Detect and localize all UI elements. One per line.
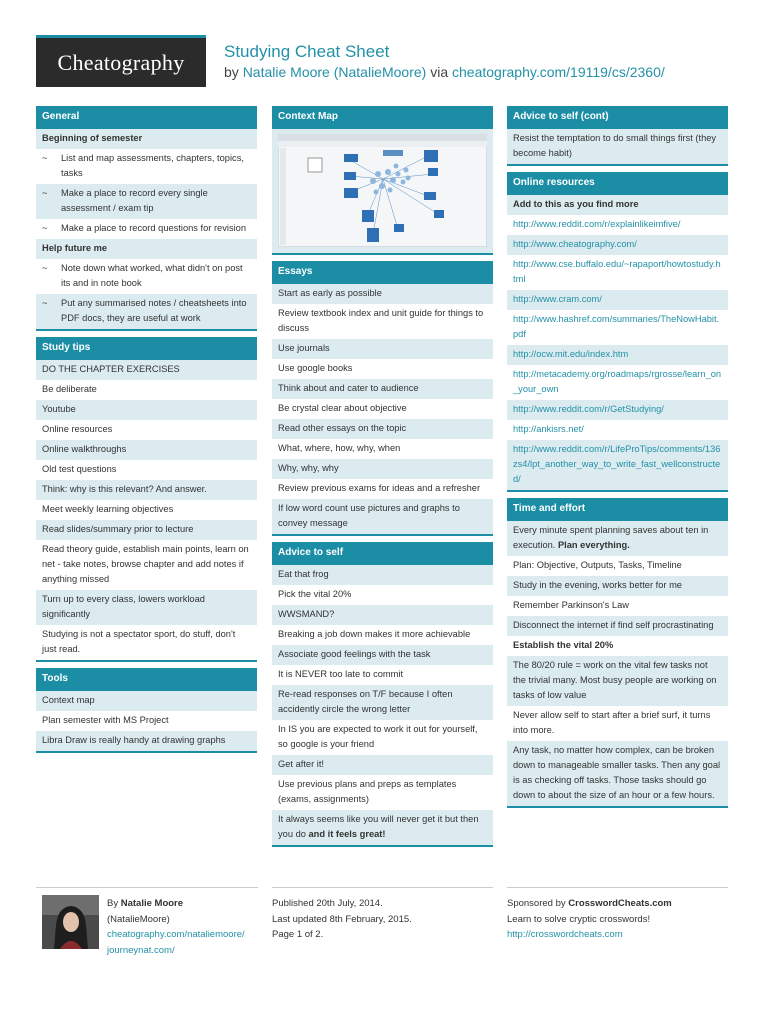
list-item: DO THE CHAPTER EXERCISES <box>36 360 257 380</box>
list-item-emphasis: and it feels great! <box>308 829 386 839</box>
list-item <box>507 420 728 440</box>
section-title: Context Map <box>272 106 493 129</box>
list-item: Breaking a job down makes it more achievable <box>272 625 493 645</box>
byline <box>224 64 665 80</box>
updated-date: Last updated 8th February, 2015. <box>272 913 412 925</box>
resource-link[interactable]: http://ocw.mit.edu/index.htm <box>513 349 629 359</box>
list-item: Associate good feelings with the task <box>272 645 493 665</box>
resource-link[interactable]: http://www.hashref.com/summaries/TheNowHabit.pdf <box>513 314 720 339</box>
list-item-text: Every minute spent planning saves about ten in execution. <box>513 525 709 550</box>
list-item: Plan: Objective, Outputs, Tasks, Timeline <box>507 556 728 576</box>
list-item: WWSMAND? <box>272 605 493 625</box>
list-item: ~ List and map assessments, chapters, topics, tasks <box>36 149 257 184</box>
list-item: Think about and cater to audience <box>272 379 493 399</box>
published-date: Published 20th July, 2014. <box>272 898 383 909</box>
list-item: Turn up to every class, lowers workload significantly <box>36 590 257 625</box>
list-item: If low word count use pictures and graphs to convey message <box>272 499 493 534</box>
section-title: Time and effort <box>507 498 728 521</box>
resource-link[interactable]: http://www.cram.com/ <box>513 294 602 304</box>
section-tools <box>36 668 257 753</box>
resource-link[interactable]: http://metacademy.org/roadmaps/rgrosse/learn_on_your_own <box>513 369 722 394</box>
list-item <box>507 215 728 235</box>
resource-link[interactable]: http://www.reddit.com/r/GetStudying/ <box>513 404 664 414</box>
list-item: Use previous plans and preps as templates (exams, assignments) <box>272 775 493 810</box>
list-item: Youtube <box>36 400 257 420</box>
section-general <box>36 106 257 331</box>
resource-link[interactable]: http://www.cse.buffalo.edu/~rapaport/howtostudy.html <box>513 259 721 284</box>
list-item: Review previous exams for ideas and a refresher <box>272 479 493 499</box>
list-item: Context map <box>36 691 257 711</box>
section-essays <box>272 261 493 536</box>
list-item: Start as early as possible <box>272 284 493 304</box>
page-number: Page 1 of 2. <box>272 929 324 940</box>
list-item: Studying is not a spectator sport, do stuff, don't just read. <box>36 625 257 660</box>
author-info <box>107 896 245 958</box>
list-item: Online walkthroughs <box>36 440 257 460</box>
subheading: Beginning of semester <box>36 129 257 149</box>
list-item <box>507 400 728 420</box>
logo-text: Cheatography <box>57 50 185 75</box>
list-item: Study in the evening, works better for me <box>507 576 728 596</box>
author-profile-link[interactable]: cheatography.com/nataliemoore/ <box>107 929 245 940</box>
section-title: Tools <box>36 668 257 691</box>
list-item: Online resources <box>36 420 257 440</box>
page-title: Studying Cheat Sheet <box>224 42 390 61</box>
list-item: Get after it! <box>272 755 493 775</box>
subheading: Establish the vital 20% <box>507 636 728 656</box>
list-item <box>507 310 728 345</box>
list-item: Any task, no matter how complex, can be broken down to manageable smaller tasks. Then any goal is as checking off tasks. Those tasks should go down to about the size of an hour or a few hours. <box>507 741 728 806</box>
resource-link[interactable]: http://www.reddit.com/r/explainlikeimfive/ <box>513 219 681 229</box>
list-item-text: It always seems like you will never get it but then you do <box>278 814 479 839</box>
list-item: Re-read responses on T/F because I often accidently circle the wrong letter <box>272 685 493 720</box>
list-item: Old test questions <box>36 460 257 480</box>
list-item: Read other essays on the topic <box>272 419 493 439</box>
sponsor-link[interactable]: http://crosswordcheats.com <box>507 929 623 940</box>
resource-link[interactable]: http://ankisrs.net/ <box>513 424 584 434</box>
list-item: Remember Parkinson's Law <box>507 596 728 616</box>
resource-link[interactable]: http://www.reddit.com/r/LifeProTips/comments/136zs4/lpt_another_way_to_write_fast_wellconstructed/ <box>513 444 721 484</box>
author-name: Natalie Moore <box>120 898 184 909</box>
author-line <box>107 896 245 912</box>
list-item <box>507 290 728 310</box>
byline-via: via <box>426 64 453 80</box>
avatar <box>42 895 99 949</box>
resource-link[interactable]: http://www.cheatography.com/ <box>513 239 637 249</box>
list-item <box>507 440 728 490</box>
sponsored-label: Sponsored by <box>507 898 569 909</box>
section-title: Study tips <box>36 337 257 360</box>
column-1 <box>36 106 257 759</box>
list-item: ~ Note down what worked, what didn't on post its and in note book <box>36 259 257 294</box>
list-item <box>507 521 728 556</box>
list-item: Think: why is this relevant? And answer. <box>36 480 257 500</box>
list-item <box>507 365 728 400</box>
footer-sponsor <box>507 887 728 963</box>
byline-by: by <box>224 64 243 80</box>
by-label: By <box>107 898 121 909</box>
list-item <box>507 235 728 255</box>
list-item: Pick the vital 20% <box>272 585 493 605</box>
list-item: Be deliberate <box>36 380 257 400</box>
list-item: ~ Make a place to record every single assessment / exam tip <box>36 184 257 219</box>
list-item: Why, why, why <box>272 459 493 479</box>
list-item: Plan semester with MS Project <box>36 711 257 731</box>
section-advice-to-self <box>272 542 493 847</box>
list-item: In IS you are expected to work it out for yourself, so google is your friend <box>272 720 493 755</box>
list-item: Resist the temptation to do small things first (they become habit) <box>507 129 728 164</box>
section-title: General <box>36 106 257 129</box>
author-handle: (NatalieMoore) <box>107 913 170 925</box>
list-item: Libra Draw is really handy at drawing graphs <box>36 731 257 751</box>
context-map-image <box>272 129 493 253</box>
subheading: Help future me <box>36 239 257 259</box>
section-title: Essays <box>272 261 493 284</box>
list-item <box>272 810 493 845</box>
column-3 <box>507 106 728 814</box>
list-item: The 80/20 rule = work on the vital few tasks not the trivial many. Most busy people are working on tasks of low value <box>507 656 728 706</box>
list-item: Use google books <box>272 359 493 379</box>
list-item: ~ Make a place to record questions for revision <box>36 219 257 239</box>
section-context-map <box>272 106 493 255</box>
section-time-and-effort <box>507 498 728 808</box>
sheet-url-link[interactable]: cheatography.com/19119/cs/2360/ <box>452 64 665 80</box>
list-item-emphasis: Plan everything. <box>557 540 630 550</box>
cheatography-logo[interactable] <box>36 35 206 87</box>
author-link[interactable]: Natalie Moore (NatalieMoore) <box>242 64 427 80</box>
list-item: Read theory guide, establish main points, learn on net - take notes, browse chapter and add notes if anything missed <box>36 540 257 590</box>
section-title: Online resources <box>507 172 728 195</box>
list-item: Be crystal clear about objective <box>272 399 493 419</box>
list-item: Read slides/summary prior to lecture <box>36 520 257 540</box>
column-2 <box>272 106 493 853</box>
section-advice-to-self-cont <box>507 106 728 166</box>
list-item <box>507 345 728 365</box>
footer-dates <box>272 887 493 963</box>
sponsor-line <box>507 896 728 912</box>
list-item: Use journals <box>272 339 493 359</box>
context-map-diagram <box>278 134 487 247</box>
sponsor-tagline: Learn to solve cryptic crosswords! <box>507 913 651 925</box>
list-item: Review textbook index and unit guide for things to discuss <box>272 304 493 339</box>
author-site-link[interactable]: journeynat.com/ <box>107 944 175 956</box>
list-item <box>507 255 728 290</box>
section-title: Advice to self (cont) <box>507 106 728 129</box>
list-item: What, where, how, why, when <box>272 439 493 459</box>
list-item: Eat that frog <box>272 565 493 585</box>
section-online-resources <box>507 172 728 492</box>
list-item: ~ Put any summarised notes / cheatsheets into PDF docs, they are useful at work <box>36 294 257 329</box>
list-item: Never allow self to start after a brief surf, it turns into more. <box>507 706 728 741</box>
author-photo <box>42 895 99 949</box>
list-item: It is NEVER too late to commit <box>272 665 493 685</box>
list-item: Disconnect the internet if find self procrastinating <box>507 616 728 636</box>
section-title: Advice to self <box>272 542 493 565</box>
footer-author <box>36 887 258 963</box>
section-study-tips <box>36 337 257 662</box>
sponsor-name: CrosswordCheats.com <box>568 898 672 909</box>
subheading: Add to this as you find more <box>507 195 728 215</box>
list-item: Meet weekly learning objectives <box>36 500 257 520</box>
